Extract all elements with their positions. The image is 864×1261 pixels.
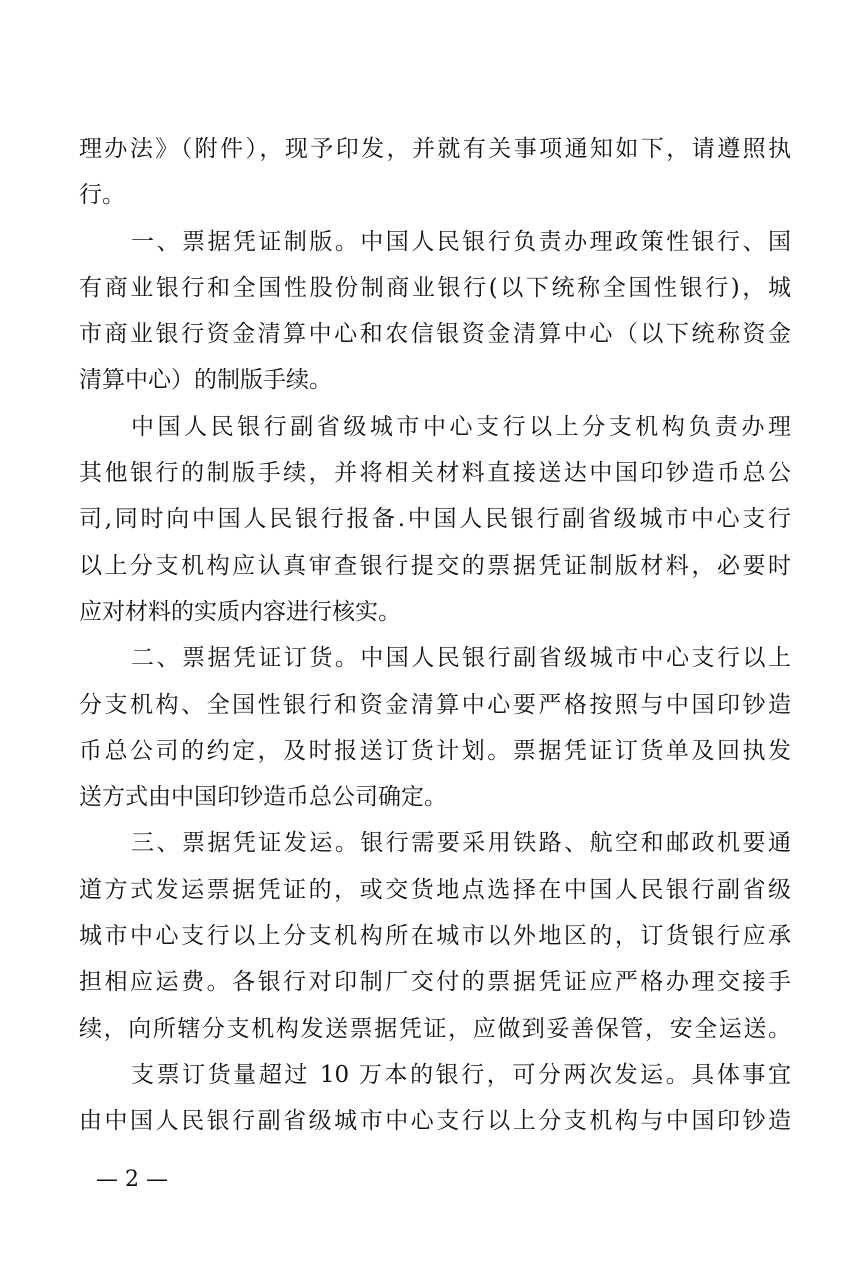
text-line: 支票订货量超过 10 万本的银行，可分两次发运。具体事宜 bbox=[131, 1061, 791, 1088]
text-line: 币总公司的约定，及时报送订货计划。票据凭证订货单及回执发 bbox=[79, 737, 791, 764]
text-line: 道方式发运票据凭证的，或交货地点选择在中国人民银行副省级 bbox=[79, 876, 791, 903]
text-line: 清算中心）的制版手续。 bbox=[79, 367, 332, 394]
text-line: 担相应运费。各银行对印制厂交付的票据凭证应严格办理交接手 bbox=[79, 969, 791, 996]
text-line: 由中国人民银行副省级城市中心支行以上分支机构与中国印钞造 bbox=[79, 1108, 791, 1135]
text-line: 城市中心支行以上分支机构所在城市以外地区的，订货银行应承 bbox=[79, 923, 791, 950]
text-line: 市商业银行资金清算中心和农信银资金清算中心（以下统称资金 bbox=[79, 321, 791, 348]
text-line: 送方式由中国印钞造币总公司确定。 bbox=[79, 784, 447, 811]
text-line: 行。 bbox=[79, 182, 125, 209]
text-line: 理办法》（附件），现予印发，并就有关事项通知如下，请遵照执 bbox=[79, 136, 791, 162]
text-line: 应对材料的实质内容进行核实。 bbox=[79, 598, 401, 625]
text-line: 三、票据凭证发运。银行需要采用铁路、航空和邮政机要通 bbox=[131, 830, 791, 857]
text-line: 以上分支机构应认真审查银行提交的票据凭证制版材料，必要时 bbox=[79, 552, 791, 579]
text-line: 其他银行的制版手续，并将相关材料直接送达中国印钞造币总公 bbox=[79, 460, 791, 487]
text-line: 续，向所辖分支机构发送票据凭证，应做到妥善保管，安全运送。 bbox=[79, 1015, 791, 1042]
text-line: 司,同时向中国人民银行报备.中国人民银行副省级城市中心支行 bbox=[79, 506, 791, 533]
text-line: 一、票据凭证制版。中国人民银行负责办理政策性银行、国 bbox=[131, 228, 791, 255]
text-line: 分支机构、全国性银行和资金清算中心要严格按照与中国印钞造 bbox=[79, 691, 791, 718]
text-line: 中国人民银行副省级城市中心支行以上分支机构负责办理 bbox=[131, 413, 791, 440]
text-line: 有商业银行和全国性股份制商业银行(以下统称全国性银行)，城 bbox=[79, 274, 791, 301]
page-number: — 2 — bbox=[96, 1167, 168, 1192]
body-text bbox=[79, 126, 791, 1145]
text-line: 二、票据凭证订货。中国人民银行副省级城市中心支行以上 bbox=[131, 645, 791, 672]
